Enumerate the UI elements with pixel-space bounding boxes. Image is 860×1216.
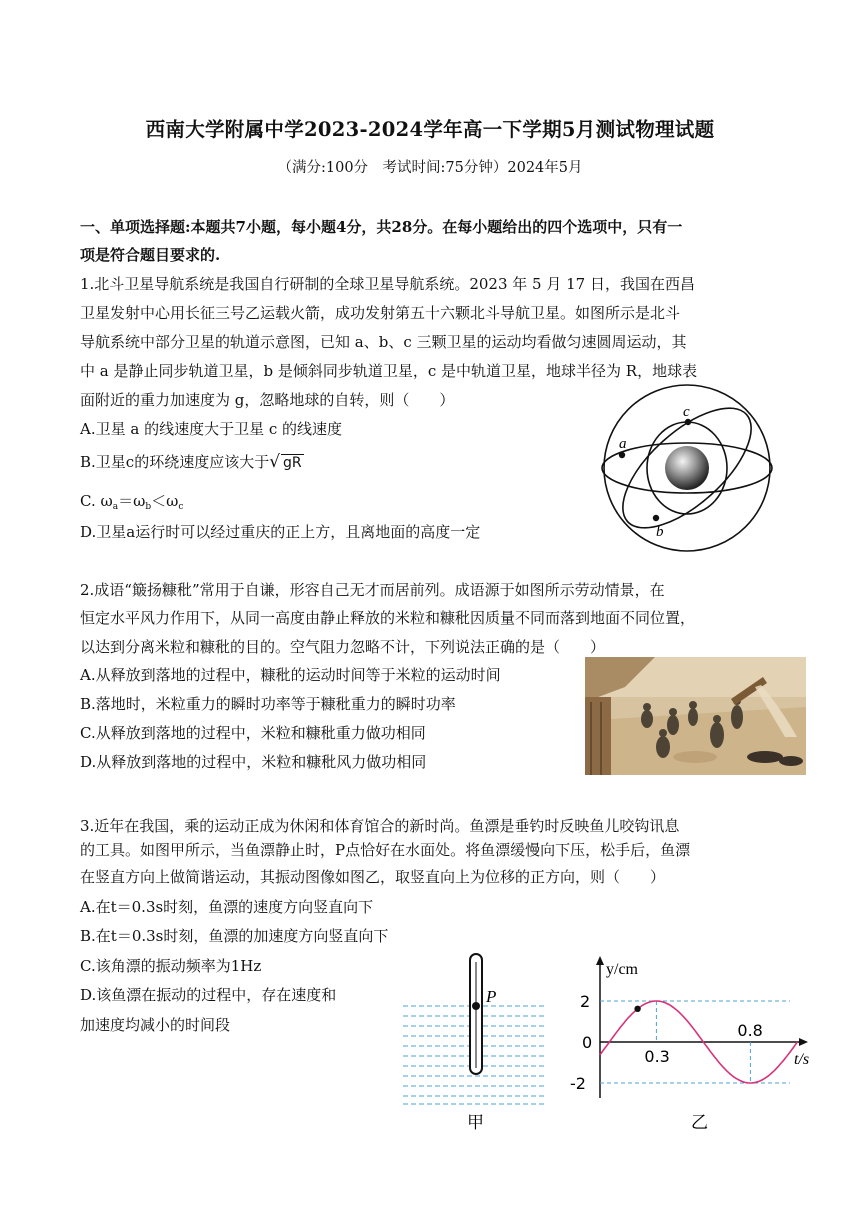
point-p [472, 1002, 480, 1010]
q3-stem-line2: 的工具。如图甲所示，当鱼漂静止时，P点恰好在水面处。将鱼漂缓慢向下压，松手后，鱼漂 [80, 841, 691, 859]
q1-option-c-sub: c [178, 502, 184, 512]
label-c: c [683, 404, 690, 420]
q1-option-c-part: ＝ω [118, 492, 146, 510]
label-a: a [619, 436, 627, 452]
q1-option-d: D.卫星a运行时可以经过重庆的正上方，且离地面的高度一定 [80, 523, 481, 541]
y-axis-label: y/cm [606, 961, 638, 978]
q1-option-b [80, 451, 304, 472]
page-subtitle: （满分:100分 考试时间:75分钟）2024年5月 [277, 160, 583, 176]
caption-yi: 乙 [691, 1113, 708, 1133]
q3-option-a: A.在t＝0.3s时刻，鱼漂的速度方向竖直向下 [80, 898, 374, 916]
q1-stem-line3: 导航系统中部分卫星的轨道示意图，已知 a、b、c 三颗卫星的运动均看做匀速圆周运动，其 [80, 333, 687, 351]
q1-option-b-radicand: gR [283, 455, 302, 471]
q2-stem-line3: 以达到分离米粒和糠秕的目的。空气阻力忽略不计，下列说法正确的是（ ） [80, 638, 606, 656]
tick-x-08: 0.8 [737, 1021, 763, 1040]
q1-stem-line4: 中 a 是静止同步轨道卫星，b 是倾斜同步轨道卫星，c 是中轨道卫星，地球半径为 R，地球表 [80, 362, 698, 380]
page-title: 西南大学附属中学2023-2024学年高一下学期5月测试物理试题 [145, 118, 715, 141]
q1-option-c-part: ＜ω [151, 492, 179, 510]
x-axis-label: t/s [794, 1051, 810, 1068]
q1-option-c [80, 490, 183, 512]
q2-stem-line2: 恒定水平风力作用下，从同一高度由静止释放的米粒和糠秕因质量不同而落到地面不同位置， [80, 609, 696, 627]
vibration-graph [570, 950, 822, 1136]
marked-point [634, 1006, 640, 1012]
tick-y-2: 2 [580, 992, 591, 1011]
section-heading-line1: 一、单项选择题:本题共7小题，每小题4分，共28分。在每小题给出的四个选项中，只有一 [80, 218, 683, 236]
q2-option-b: B.落地时，米粒重力的瞬时功率等于糠秕重力的瞬时功率 [80, 695, 456, 713]
q2-option-a: A.从释放到落地的过程中，糠秕的运动时间等于米粒的运动时间 [80, 666, 501, 684]
q2-option-d: D.从释放到落地的过程中，米粒和糠秕风力做功相同 [80, 753, 427, 771]
q1-option-b-text: B.卫星c的环绕速度应该大于 [80, 453, 270, 471]
sqrt-sign: √ [269, 452, 281, 472]
tick-y-neg2: -2 [570, 1074, 586, 1093]
q3-option-c: C.该角漂的振动频率为1Hz [80, 957, 262, 975]
earth [665, 446, 709, 490]
q2-option-c: C.从释放到落地的过程中，米粒和糠秕重力做功相同 [80, 724, 426, 742]
winnowing-painting [585, 657, 806, 775]
satellite-a [619, 452, 625, 458]
q3-stem-line1: 3.近年在我国，乘的运动正成为休闲和体育馆合的新时尚。鱼漂是垂钓时反映鱼儿咬钩讯息 [80, 817, 680, 835]
q1-stem-line5: 面附近的重力加速度为 g，忽略地球的自转，则（ ） [80, 391, 455, 409]
q3-option-d-line2: 加速度均减小的时间段 [80, 1016, 231, 1034]
tick-y-0: 0 [582, 1033, 593, 1052]
label-p: P [486, 987, 497, 1006]
q3-option-b: B.在t＝0.3s时刻，鱼漂的加速度方向竖直向下 [80, 927, 389, 945]
q1-option-c-part: C. ω [80, 492, 113, 510]
q3-option-d-line1: D.该鱼漂在振动的过程中，存在速度和 [80, 986, 337, 1004]
q1-stem-line2: 卫星发射中心用长征三号乙运载火箭，成功发射第五十六颗北斗导航卫星。如图所示是北斗 [80, 304, 681, 322]
q1-option-c-sub: b [145, 502, 152, 512]
section-heading-line2: 项是符合题目要求的. [80, 246, 221, 264]
y-axis-arrow [596, 956, 604, 965]
q1-stem-line1: 1.北斗卫星导航系统是我国自行研制的全球卫星导航系统。2023 年 5 月 17 日，我国在西昌 [80, 275, 695, 293]
caption-jia: 甲 [467, 1113, 484, 1133]
q1-option-a: A.卫星 a 的线速度大于卫星 c 的线速度 [80, 420, 343, 438]
tick-x-03: 0.3 [644, 1047, 670, 1066]
label-b: b [656, 524, 664, 540]
q3-stem-line3: 在竖直方向上做简谐运动，其振动图像如图乙，取竖直向上为位移的正方向，则（ ） [80, 868, 666, 886]
x-axis-arrow [799, 1038, 808, 1046]
satellite-orbit-diagram [598, 382, 776, 554]
q2-stem-line1: 2.成语“簸扬糠秕”常用于自谦，形容自己无才而居前列。成语源于如图所示劳动情景，在 [80, 581, 665, 599]
q1-option-c-sub: a [112, 502, 119, 512]
satellite-b [653, 515, 659, 521]
fishing-float-figure [400, 950, 550, 1136]
